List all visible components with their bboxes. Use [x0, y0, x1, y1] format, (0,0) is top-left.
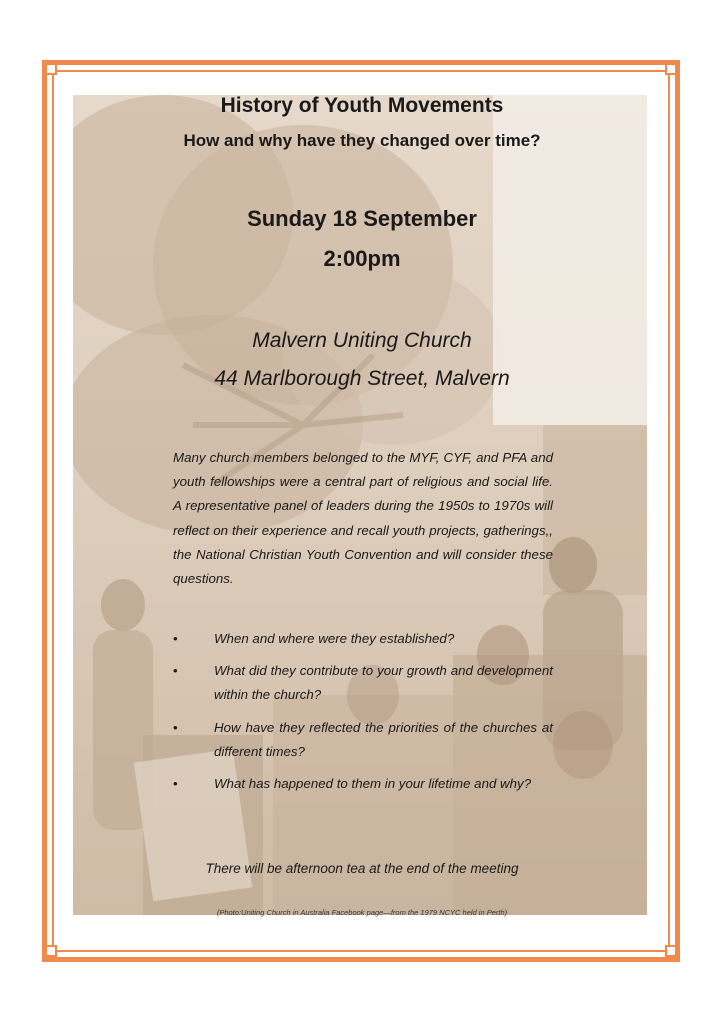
bullet-icon: •: [173, 631, 178, 646]
border-corner-top-left: [45, 63, 57, 75]
list-item: [173, 627, 553, 651]
border-corner-bottom-right: [665, 945, 677, 957]
event-date: Sunday 18 September: [247, 206, 477, 231]
event-time: 2:00pm: [323, 246, 401, 271]
question-text: What did they contribute to your growth and development within the church?: [214, 663, 553, 703]
questions-list: [173, 627, 553, 804]
border-corner-top-right: [665, 63, 677, 75]
question-text: When and where were they established?: [214, 631, 455, 646]
page-subtitle: How and why have they changed over time?: [183, 131, 541, 150]
border-corner-bottom-left: [45, 945, 57, 957]
venue-name: Malvern Uniting Church: [252, 329, 472, 352]
question-text: How have they reflected the priorities of the churches at different times?: [214, 719, 553, 759]
photo-credit: (Photo:Uniting Church in Australia Facebook page—from the 1979 NCYC held in Perth): [216, 908, 508, 917]
list-item: [173, 716, 553, 764]
page-title: History of Youth Movements: [220, 94, 504, 117]
bullet-icon: •: [173, 719, 178, 735]
list-item: [173, 659, 553, 707]
question-text: What has happened to them in your lifetime and why?: [214, 776, 532, 792]
afternoon-tea-note: There will be afternoon tea at the end of the meeting: [205, 861, 519, 876]
bullet-icon: •: [173, 776, 178, 792]
bullet-icon: •: [173, 663, 178, 679]
event-description: Many church members belonged to the MYF, CYF, and PFA and youth fellowships were a central part of religious and social life. A representative panel of leaders during the 1950s to 1970s will reflect on their experience and recall youth projects, gatherings,, the National Christian Youth Convention and will consider these questions.: [173, 450, 553, 587]
venue-address: 44 Marlborough Street, Malvern: [214, 367, 510, 390]
list-item: [173, 772, 553, 796]
